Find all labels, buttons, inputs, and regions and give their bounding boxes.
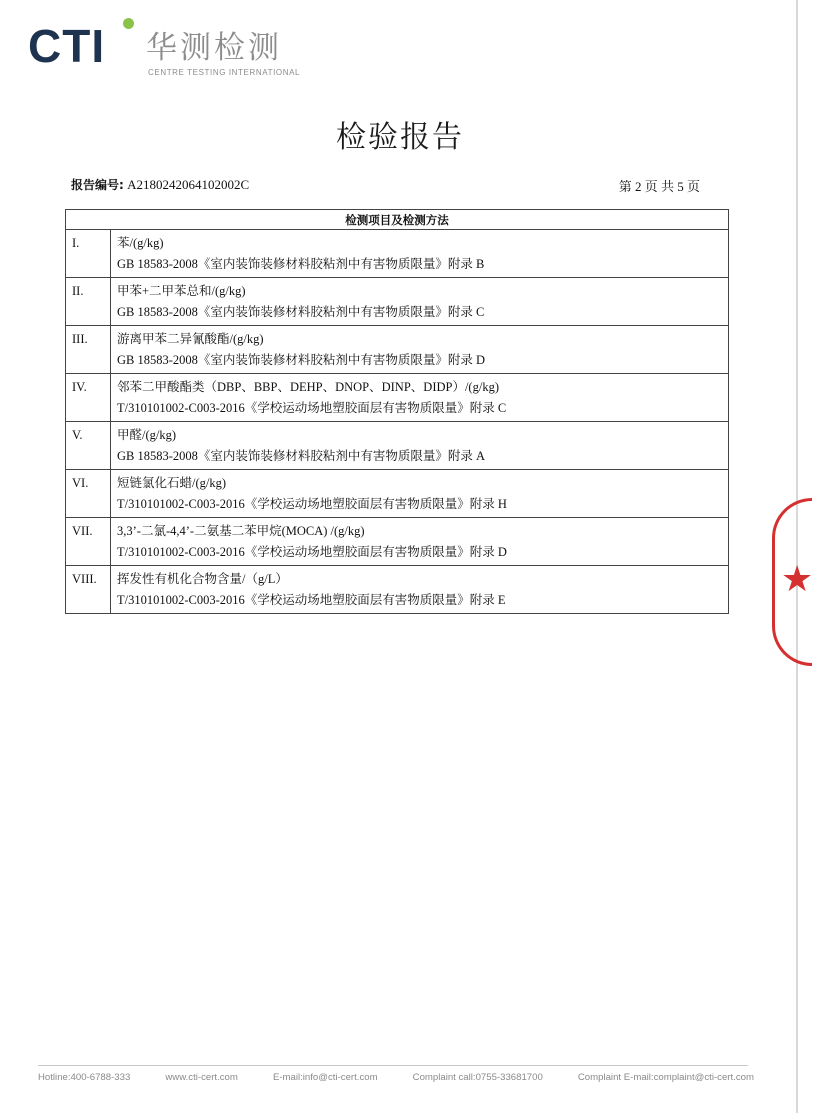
page-title: 检验报告	[336, 120, 464, 155]
footer-divider	[38, 1065, 748, 1066]
footer-complaint-call: Complaint call:0755-33681700	[412, 1072, 543, 1083]
table-row	[66, 230, 729, 278]
row-content	[111, 278, 729, 326]
methods-table	[65, 209, 729, 614]
test-method: T/310101002-C003-2016《学校运动场地塑胶面层有害物质限量》附录 H	[117, 497, 507, 511]
test-item: 挥发性有机化合物含量/（g/L）	[117, 572, 288, 586]
test-item: 游离甲苯二异氰酸酯/(g/kg)	[117, 332, 264, 346]
table-row	[66, 374, 729, 422]
footer-complaint-email: Complaint E-mail:complaint@cti-cert.com	[577, 1072, 754, 1083]
report-number-value: A2180242064102002C	[127, 177, 250, 192]
table-row	[66, 566, 729, 614]
row-content	[111, 326, 729, 374]
test-item: 甲苯+二甲苯总和/(g/kg)	[117, 284, 246, 298]
row-number: III.	[66, 326, 111, 374]
row-number: VII.	[66, 518, 111, 566]
footer-website: www.cti-cert.com	[165, 1072, 238, 1083]
logo-english-name: CENTRE TESTING INTERNATIONAL	[148, 68, 301, 77]
table-row	[66, 326, 729, 374]
table-row	[66, 518, 729, 566]
row-number: V.	[66, 422, 111, 470]
row-content	[111, 230, 729, 278]
row-number: VI.	[66, 470, 111, 518]
test-item: 邻苯二甲酸酯类（DBP、BBP、DEHP、DNOP、DINP、DIDP）/(g/kg)	[117, 380, 499, 394]
test-method: GB 18583-2008《室内装饰装修材料胶粘剂中有害物质限量》附录 C	[117, 305, 485, 319]
row-content	[111, 470, 729, 518]
test-item: 短链氯化石蜡/(g/kg)	[117, 476, 227, 490]
test-method: GB 18583-2008《室内装饰装修材料胶粘剂中有害物质限量》附录 D	[117, 353, 486, 367]
report-number-label: 报告编号:	[71, 178, 124, 192]
logo-chinese-name: 华测检测	[146, 30, 282, 66]
test-item: 3,3’-二氯-4,4’-二氨基二苯甲烷(MOCA) /(g/kg)	[117, 524, 365, 538]
logo-dot-icon	[123, 18, 134, 29]
table-row	[66, 470, 729, 518]
test-method: T/310101002-C003-2016《学校运动场地塑胶面层有害物质限量》附录 C	[117, 401, 507, 415]
row-number: II.	[66, 278, 111, 326]
test-item: 苯/(g/kg)	[117, 236, 164, 250]
logo-text: CTI	[28, 20, 106, 72]
table-row	[66, 278, 729, 326]
row-content	[111, 566, 729, 614]
report-number	[71, 176, 249, 193]
page-info: 第 2 页 共 5 页	[618, 179, 700, 194]
row-number: IV.	[66, 374, 111, 422]
row-content	[111, 518, 729, 566]
row-number: I.	[66, 230, 111, 278]
table-row	[66, 422, 729, 470]
footer-hotline: Hotline:400-6788-333	[38, 1072, 131, 1083]
test-method: T/310101002-C003-2016《学校运动场地塑胶面层有害物质限量》附录 E	[117, 593, 506, 607]
row-content	[111, 374, 729, 422]
company-seal	[772, 498, 812, 666]
footer-email: E-mail:info@cti-cert.com	[272, 1072, 378, 1083]
row-content	[111, 422, 729, 470]
test-method: T/310101002-C003-2016《学校运动场地塑胶面层有害物质限量》附录 D	[117, 545, 507, 559]
table-heading: 检测项目及检测方法	[66, 210, 729, 230]
footer	[38, 1072, 754, 1083]
test-method: GB 18583-2008《室内装饰装修材料胶粘剂中有害物质限量》附录 A	[117, 449, 486, 463]
test-item: 甲醛/(g/kg)	[117, 428, 177, 442]
company-logo	[28, 16, 301, 80]
star-icon: ★	[781, 559, 813, 599]
test-method: GB 18583-2008《室内装饰装修材料胶粘剂中有害物质限量》附录 B	[117, 257, 485, 271]
row-number: VIII.	[66, 566, 111, 614]
